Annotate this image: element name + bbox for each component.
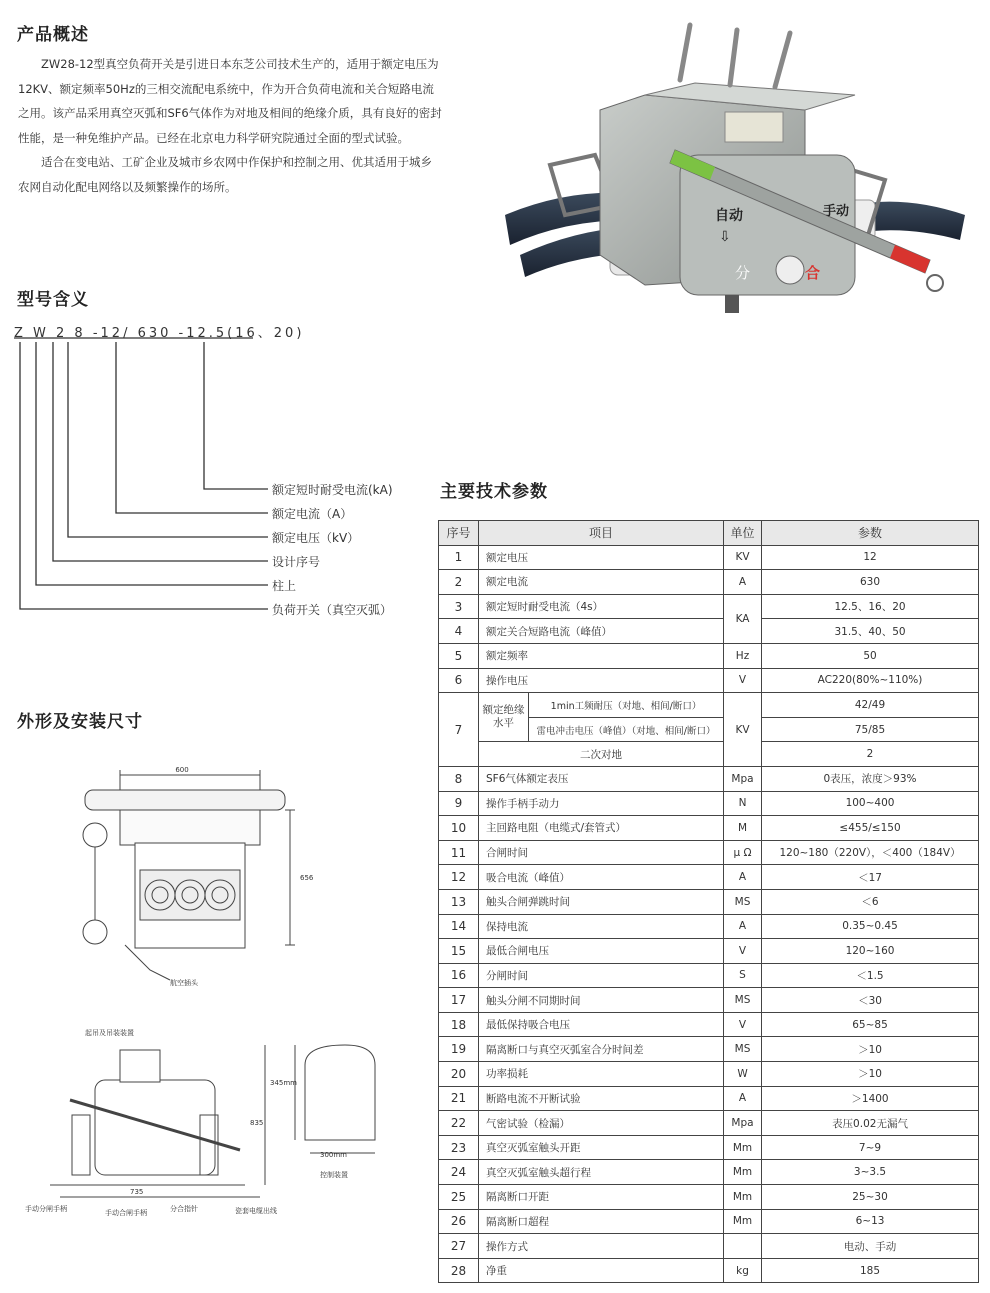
- dim-manual-close: 手动合闸手柄: [105, 1209, 147, 1217]
- cell-unit: Hz: [724, 643, 762, 668]
- table-row: [439, 1185, 979, 1210]
- dim-control-width: 300mm: [320, 1151, 347, 1159]
- cell-unit: Mm: [724, 1185, 762, 1210]
- cell-unit: MS: [724, 988, 762, 1013]
- cell-unit: KV: [724, 693, 762, 767]
- cell-value: 电动、手动: [762, 1234, 979, 1259]
- cell-value: 31.5、40、50: [762, 619, 979, 644]
- table-row: [439, 988, 979, 1013]
- cell-value: 3~3.5: [762, 1160, 979, 1185]
- cell-unit: A: [724, 914, 762, 939]
- dim-indicator: 分合指针: [170, 1205, 198, 1213]
- table-row: [439, 1258, 979, 1283]
- cell-unit: KA: [724, 594, 762, 643]
- cell-unit: A: [724, 865, 762, 890]
- cell-item: 操作手柄手动力: [479, 791, 724, 816]
- photo-label-close: 合: [805, 264, 821, 282]
- cell-no: 2: [439, 570, 479, 595]
- cell-value: ＞10: [762, 1062, 979, 1087]
- table-row: [439, 963, 979, 988]
- cell-item: 隔离断口超程: [479, 1209, 724, 1234]
- cell-unit: Mpa: [724, 1111, 762, 1136]
- cell-item: 额定频率: [479, 643, 724, 668]
- table-row: [439, 1111, 979, 1136]
- table-row: [439, 1209, 979, 1234]
- model-title: 型号含义: [17, 290, 89, 310]
- overview-paragraph-1: ZW28-12型真空负荷开关是引进日本东芝公司技术生产的，适用于额定电压为12KV、额定频率50Hz的三相交流配电系统中，作为开合负荷电流和关合短路电流之用。该产品采用真空灭弧和SF6气体作为对地及相间的绝缘介质，具有良好的密封性能，是一种免维护产品。已经在北京电力科学研究院通过全面的型式试验。: [18, 57, 442, 145]
- photo-arrow-icon: ⇩: [719, 229, 731, 245]
- cell-value: 25~30: [762, 1185, 979, 1210]
- cell-subitem: 二次对地: [479, 742, 724, 767]
- cell-value: 42/49: [762, 693, 979, 718]
- cell-value: 6~13: [762, 1209, 979, 1234]
- cell-subitem: 雷电冲击电压（峰值）（对地、相间/断口）: [529, 717, 724, 742]
- cell-item: 隔离断口开距: [479, 1185, 724, 1210]
- cell-no: 14: [439, 914, 479, 939]
- cell-no: 1: [439, 545, 479, 570]
- dimension-drawing: [20, 745, 420, 1225]
- cell-no: 7: [439, 693, 479, 767]
- model-code-leader-lines: [0, 330, 440, 620]
- cell-no: 25: [439, 1185, 479, 1210]
- cell-unit: [724, 1234, 762, 1259]
- dim-bottom-height: 345mm: [270, 1079, 297, 1087]
- cell-item: 额定电流: [479, 570, 724, 595]
- cell-group: 额定绝缘水平: [479, 693, 529, 742]
- table-row: [439, 1234, 979, 1259]
- cell-unit: S: [724, 963, 762, 988]
- cell-value: 120~180（220V），＜400（184V）: [762, 840, 979, 865]
- cell-item: 额定短时耐受电流（4s）: [479, 594, 724, 619]
- cell-no: 12: [439, 865, 479, 890]
- cell-value: 12: [762, 545, 979, 570]
- cell-value: ＜30: [762, 988, 979, 1013]
- dim-height-656: 656: [300, 874, 314, 882]
- photo-label-open: 分: [735, 264, 751, 282]
- cell-unit: V: [724, 668, 762, 693]
- table-row: [439, 1012, 979, 1037]
- cell-no: 6: [439, 668, 479, 693]
- dim-right-height: 835: [250, 1119, 264, 1127]
- cell-value: 65~85: [762, 1012, 979, 1037]
- cell-value: ＜17: [762, 865, 979, 890]
- overview-title: 产品概述: [17, 25, 89, 45]
- cell-no: 27: [439, 1234, 479, 1259]
- table-row: [439, 545, 979, 570]
- header-unit: 单位: [724, 521, 762, 546]
- dimensions-title: 外形及安装尺寸: [17, 712, 143, 732]
- header-item: 项目: [479, 521, 724, 546]
- cell-unit: Mm: [724, 1209, 762, 1234]
- cell-no: 11: [439, 840, 479, 865]
- meaning-pole-mounted: 柱上: [272, 579, 297, 593]
- cell-item: 触头分闸不同期时间: [479, 988, 724, 1013]
- cell-value: AC220(80%~110%): [762, 668, 979, 693]
- meaning-short-time-current: 额定短时耐受电流(kA): [272, 483, 393, 497]
- meaning-design-number: 设计序号: [272, 555, 321, 569]
- dim-plug-label: 航空插头: [170, 979, 198, 987]
- table-row: [439, 791, 979, 816]
- cell-no: 10: [439, 816, 479, 841]
- cell-unit: M: [724, 816, 762, 841]
- cell-item: 操作方式: [479, 1234, 724, 1259]
- cell-no: 5: [439, 643, 479, 668]
- cell-item: 隔离断口与真空灭弧室合分时间差: [479, 1037, 724, 1062]
- cell-subitem: 1min工频耐压（对地、相间/断口）: [529, 693, 724, 718]
- cell-unit: V: [724, 939, 762, 964]
- dim-cable: 瓷套电缆出线: [235, 1207, 277, 1215]
- model-code: Z W 2 8 -12/ 630 -12.5(16、20): [14, 326, 305, 341]
- table-row: [439, 914, 979, 939]
- cell-item: 触头合闸弹跳时间: [479, 889, 724, 914]
- table-row: [439, 619, 979, 644]
- dim-control-label: 控制装置: [320, 1171, 348, 1179]
- photo-label-auto: 自动: [715, 208, 743, 224]
- cell-no: 24: [439, 1160, 479, 1185]
- cell-unit: Mm: [724, 1135, 762, 1160]
- table-row: [439, 1062, 979, 1087]
- dim-manual-open: 手动分闸手柄: [25, 1205, 67, 1213]
- cell-no: 16: [439, 963, 479, 988]
- cell-no: 21: [439, 1086, 479, 1111]
- table-row: [439, 1037, 979, 1062]
- cell-item: 合闸时间: [479, 840, 724, 865]
- cell-unit: kg: [724, 1258, 762, 1283]
- cell-value: 0表压，浓度＞93%: [762, 766, 979, 791]
- cell-item: 保持电流: [479, 914, 724, 939]
- cell-item: 气密试验（检漏）: [479, 1111, 724, 1136]
- header-no: 序号: [439, 521, 479, 546]
- cell-no: 28: [439, 1258, 479, 1283]
- cell-unit: MS: [724, 889, 762, 914]
- cell-item: 真空灭弧室触头超行程: [479, 1160, 724, 1185]
- cell-item: 分闸时间: [479, 963, 724, 988]
- cell-value: 7~9: [762, 1135, 979, 1160]
- cell-unit: W: [724, 1062, 762, 1087]
- table-row: [439, 1135, 979, 1160]
- cell-no: 18: [439, 1012, 479, 1037]
- cell-unit: MS: [724, 1037, 762, 1062]
- cell-item: 真空灭弧室触头开距: [479, 1135, 724, 1160]
- dim-width-600: 600: [175, 766, 189, 774]
- cell-value: ＜6: [762, 889, 979, 914]
- specs-title: 主要技术参数: [440, 482, 548, 502]
- overview-paragraph-2: 适合在变电站、工矿企业及城市乡农网中作保护和控制之用、优其适用于城乡农网自动化配电网络以及频繁操作的场所。: [18, 155, 432, 194]
- cell-unit: V: [724, 1012, 762, 1037]
- cell-value: 120~160: [762, 939, 979, 964]
- cell-unit: N: [724, 791, 762, 816]
- cell-unit: A: [724, 570, 762, 595]
- cell-item: 功率损耗: [479, 1062, 724, 1087]
- cell-no: 20: [439, 1062, 479, 1087]
- meaning-rated-current: 额定电流（A）: [272, 507, 353, 521]
- cell-value: 2: [762, 742, 979, 767]
- cell-item: 额定关合短路电流（峰值）: [479, 619, 724, 644]
- cell-value: ＜1.5: [762, 963, 979, 988]
- cell-value: 50: [762, 643, 979, 668]
- cell-item: 净重: [479, 1258, 724, 1283]
- cell-item: 主回路电阻（电缆式/套管式）: [479, 816, 724, 841]
- cell-no: 13: [439, 889, 479, 914]
- spec-table: [438, 520, 979, 1283]
- cell-no: 4: [439, 619, 479, 644]
- meaning-rated-voltage: 额定电压（kV）: [272, 531, 360, 545]
- cell-unit: Mpa: [724, 766, 762, 791]
- meaning-load-switch: 负荷开关（真空灭弧）: [272, 603, 393, 617]
- cell-no: 9: [439, 791, 479, 816]
- cell-value: 75/85: [762, 717, 979, 742]
- cell-value: 185: [762, 1258, 979, 1283]
- dim-lift-label: 起吊及吊装装置: [85, 1029, 134, 1037]
- table-row: [439, 1086, 979, 1111]
- table-row: [439, 594, 979, 619]
- cell-value: 630: [762, 570, 979, 595]
- dim-bottom-width: 735: [130, 1188, 144, 1196]
- table-row: [439, 816, 979, 841]
- cell-value: ＞1400: [762, 1086, 979, 1111]
- cell-no: 17: [439, 988, 479, 1013]
- table-row: [439, 693, 979, 718]
- cell-value: 0.35~0.45: [762, 914, 979, 939]
- cell-no: 15: [439, 939, 479, 964]
- cell-no: 26: [439, 1209, 479, 1234]
- table-row: [439, 570, 979, 595]
- table-row: [439, 766, 979, 791]
- cell-value: 12.5、16、20: [762, 594, 979, 619]
- cell-item: 操作电压: [479, 668, 724, 693]
- table-row: [439, 840, 979, 865]
- header-value: 参数: [762, 521, 979, 546]
- cell-unit: KV: [724, 545, 762, 570]
- cell-item: 吸合电流（峰值）: [479, 865, 724, 890]
- cell-unit: Mm: [724, 1160, 762, 1185]
- cell-value: 表压0.02无漏气: [762, 1111, 979, 1136]
- table-row: [439, 865, 979, 890]
- table-row: [439, 742, 979, 767]
- cell-item: 断路电流不开断试验: [479, 1086, 724, 1111]
- product-photo: [505, 15, 975, 325]
- cell-no: 8: [439, 766, 479, 791]
- table-header-row: [439, 521, 979, 546]
- cell-no: 23: [439, 1135, 479, 1160]
- table-row: [439, 668, 979, 693]
- cell-item: 最低保持吸合电压: [479, 1012, 724, 1037]
- table-row: [439, 889, 979, 914]
- photo-label-manual: 手动: [823, 204, 850, 219]
- table-row: [439, 939, 979, 964]
- cell-unit: μ Ω: [724, 840, 762, 865]
- table-row: [439, 643, 979, 668]
- overview-text: [18, 52, 443, 199]
- table-row: [439, 1160, 979, 1185]
- cell-item: SF6气体额定表压: [479, 766, 724, 791]
- cell-item: 最低合闸电压: [479, 939, 724, 964]
- cell-unit: A: [724, 1086, 762, 1111]
- cell-item: 额定电压: [479, 545, 724, 570]
- cell-value: ＞10: [762, 1037, 979, 1062]
- cell-value: 100~400: [762, 791, 979, 816]
- cell-value: ≤455/≤150: [762, 816, 979, 841]
- cell-no: 22: [439, 1111, 479, 1136]
- cell-no: 3: [439, 594, 479, 619]
- cell-no: 19: [439, 1037, 479, 1062]
